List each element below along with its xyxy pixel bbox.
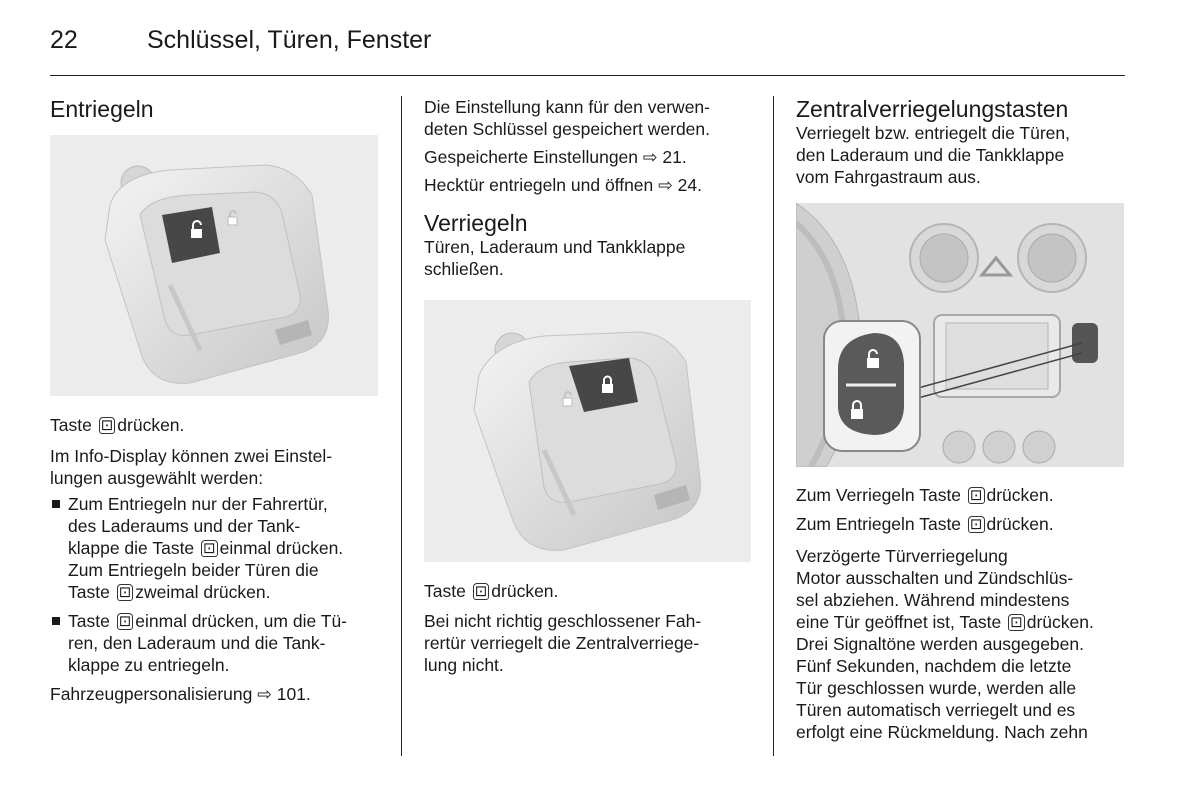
text-line: lungen ausgewählt werden: [50,468,264,488]
central-locking-buttons-figure [796,203,1124,467]
bullet-marker [52,617,60,625]
text-line: Zum Entriegeln beider Türen die [68,560,319,580]
text: drücken. [491,581,559,601]
text-line: Im Info-Display können zwei Einstel- [50,446,333,466]
text-line: Türen, Laderaum und Tankklappe [424,237,686,257]
text: einmal drücken. [219,538,344,558]
unlock-icon: ⊡ [100,417,114,434]
text: drücken. [117,415,185,435]
key-fob-illustration [50,135,378,396]
text: drücken. [986,514,1054,534]
unlock-icon: ⊡ [118,613,132,630]
unlock-icon: ⊡ [203,540,216,557]
text-line: Türen automatisch verriegelt und es [796,700,1076,720]
text-line: des Laderaums und der Tank- [68,516,301,536]
text: Taste [424,581,466,601]
paragraph [796,567,1136,743]
text-line: erfolgt eine Rückmeldung. Nach zehn [796,722,1088,742]
paragraph [424,610,759,676]
dashboard-illustration [796,203,1124,467]
press-lock-instruction [424,580,759,602]
page-number: 22 [50,26,78,54]
text: klappe die Taste [68,538,195,558]
reference-link-text: Fahrzeugpersonalisierung ⇨ 101. [50,684,311,704]
text: Zum Verriegeln Taste [796,485,962,505]
key-fob-unlock-figure [50,135,378,396]
paragraph [796,122,1136,188]
column-1 [50,96,390,122]
list-item [50,610,390,676]
text-line: Verriegelt bzw. entriegelt die Türen, [796,123,1071,143]
text-line: rertür verriegelt die Zentralverriege- [424,633,700,653]
section-heading: Zentralverriegelungstasten [796,96,1069,122]
text: einmal drücken, um die Tü- [135,611,347,631]
text-line: Fünf Sekunden, nachdem die letzte [796,656,1072,676]
text-line: lung nicht. [424,655,504,675]
column-2 [424,96,759,280]
text-line: Drei Signaltöne werden ausgegeben. [796,634,1084,654]
text-line: ren, den Laderaum und die Tank- [68,633,326,653]
text: eine Tür geöffnet ist, Taste [796,612,1002,632]
paragraph [424,236,759,280]
text-line: klappe zu entriegeln. [68,655,230,675]
column-1-text [50,414,390,705]
key-fob-lock-figure [424,300,751,562]
text-line: Tür geschlossen wurde, werden alle [796,678,1077,698]
unlock-instruction [796,513,1136,535]
text: zweimal drücken. [135,582,271,602]
text-line: Motor ausschalten und Zündschlüs- [796,568,1074,588]
text-line: den Laderaum und die Tankklappe [796,145,1065,165]
list-item [50,493,390,603]
column-2-text [424,580,759,676]
column-3-text [796,484,1136,743]
unlock-icon: ⊡ [118,584,132,601]
text-line: Bei nicht richtig geschlossener Fah- [424,611,702,631]
unlock-icon: ⊡ [969,516,983,533]
text: Zum Entriegeln Taste [796,514,962,534]
text: Taste [68,611,110,631]
lock-instruction [796,484,1136,506]
text-line: Zum Entriegeln nur der Fahrertür, [68,494,328,514]
section-heading: Verriegeln [424,210,528,236]
bullet-marker [52,500,60,508]
header-divider [50,75,1125,76]
lock-icon: ⊡ [474,583,488,600]
reference-link-text: Gespeicherte Einstellungen ⇨ 21. [424,147,687,167]
text-line: vom Fahrgastraum aus. [796,167,981,187]
column-divider [401,96,402,756]
text: Taste [50,415,92,435]
text-line: Die Einstellung kann für den verwen- [424,97,710,117]
column-divider [773,96,774,756]
page-title: Schlüssel, Türen, Fenster [147,26,432,54]
paragraph [50,445,390,489]
text-line: deten Schlüssel gespeichert werden. [424,119,711,139]
key-fob-illustration [424,300,751,562]
lock-icon: ⊡ [1010,614,1023,631]
column-3 [796,96,1136,188]
lock-icon: ⊡ [969,487,983,504]
paragraph [424,96,759,140]
text: drücken. [986,485,1054,505]
text: drücken. [1026,612,1094,632]
reference-link-text: Hecktür entriegeln und öffnen ⇨ 24. [424,175,702,195]
text-line: sel abziehen. Während mindestens [796,590,1070,610]
press-unlock-instruction [50,414,390,436]
subsection-heading: Verzögerte Türverriegelung [796,546,1008,566]
text: Taste [68,582,110,602]
text-line: schließen. [424,259,504,279]
section-heading: Entriegeln [50,96,154,122]
